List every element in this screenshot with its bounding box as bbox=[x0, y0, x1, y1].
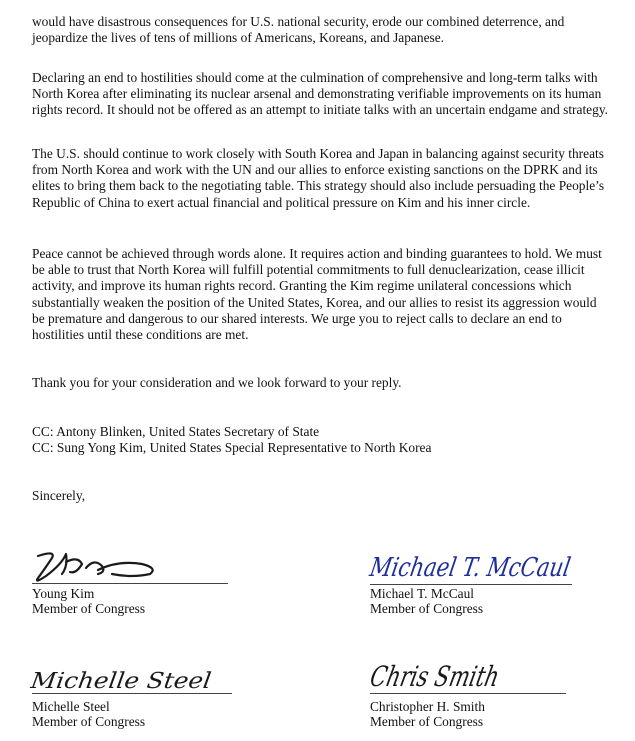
signature-young-kim bbox=[32, 548, 167, 586]
signatory-role: Member of Congress bbox=[370, 601, 484, 616]
signature-line bbox=[32, 693, 232, 694]
signature-script-smith: Chris Smith bbox=[367, 660, 544, 693]
cc-sung-yong-kim: CC: Sung Yong Kim, United States Special Representative to North Korea bbox=[32, 440, 432, 455]
signatory-name: Michael T. McCaul bbox=[370, 586, 474, 601]
signature-line bbox=[32, 583, 228, 584]
signature-michelle-steel bbox=[29, 660, 232, 696]
paragraph-consequences: would have disastrous consequences for U.S. national security, erode our combined deterrence, and jeopardize the lives of tens of millions of Americans, Koreans, and Japanese. bbox=[32, 14, 565, 46]
signatory-name: Young Kim bbox=[32, 586, 95, 601]
signatory-role: Member of Congress bbox=[32, 714, 146, 729]
signature-block-young-kim bbox=[32, 548, 242, 618]
signature-line bbox=[370, 584, 572, 585]
closing-sincerely: Sincerely, bbox=[32, 488, 86, 503]
signatory-name: Christopher H. Smith bbox=[370, 699, 485, 714]
paragraph-peace: Peace cannot be achieved through words alone. It requires action and binding guarantees to hold. We must be able to trust that North Korea will fulfill potential commitments to full denuclearization, cease illicit activity, and improve its human rights record. Granting the Kim regime unilateral concessions which substantially weaken the position of the United States, Korea, and our allies to resist its aggression would be premature and dangerous to our shared interests. We urge you to reject calls to declare an end to hostilities until these conditions are met. bbox=[32, 246, 602, 343]
cc-blinken: CC: Antony Blinken, United States Secretary of State bbox=[32, 424, 320, 439]
signature-block-michelle-steel bbox=[29, 660, 262, 734]
signatory-role: Member of Congress bbox=[370, 714, 484, 729]
paragraph-end-of-hostilities: Declaring an end to hostilities should come at the culmination of comprehensive and long-term talks with North Korea after eliminating its nuclear arsenal and demonstrating verifiable improvements on its human rights record. It should not be offered as an attempt to initiate talks with an uncertain endgame and strategy. bbox=[32, 70, 608, 118]
paragraph-thank-you: Thank you for your consideration and we look forward to your reply. bbox=[32, 375, 402, 390]
signature-line bbox=[370, 693, 566, 694]
signature-script-steel: Michelle Steel bbox=[29, 668, 193, 694]
paragraph-us-strategy: The U.S. should continue to work closely with South Korea and Japan in balancing against security threats from North Korea and work with the UN and our allies to enforce existing sanctions on the DPRK and its elites to bring them back to the negotiating table. This strategy should also include persuading the People’s Republic of China to exert actual financial and political pressure on Kim and his inner circle. bbox=[32, 146, 605, 210]
signatory-name: Michelle Steel bbox=[32, 699, 110, 714]
signatory-role: Member of Congress bbox=[32, 601, 146, 616]
signature-block-christopher-smith bbox=[367, 652, 600, 734]
signature-michael-mccaul bbox=[367, 546, 619, 586]
signature-script-mccaul: Michael T. McCaul bbox=[367, 553, 619, 583]
signature-block-michael-mccaul bbox=[367, 546, 619, 620]
signature-christopher-smith bbox=[367, 652, 544, 696]
